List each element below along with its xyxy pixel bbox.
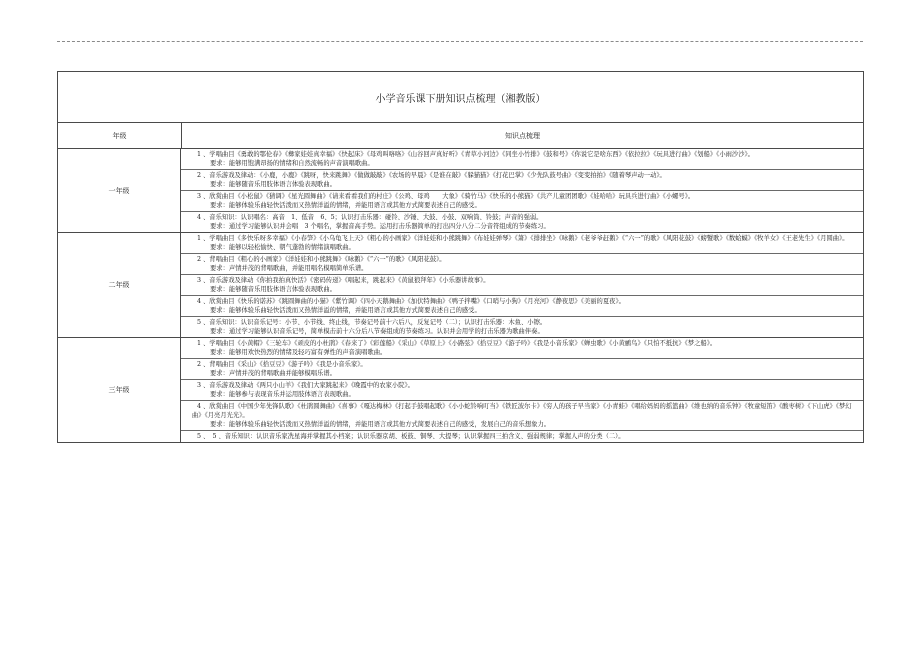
knowledge-item xyxy=(181,233,863,254)
knowledge-item xyxy=(181,170,863,191)
item-requirement: 要求：能够随音乐用肢体语言体验表现歌曲。 xyxy=(210,286,336,293)
item-requirement: 要求：通过学习能够认识并会唱 3 个唱名，掌握音高手势。运用打击乐器简单的打出四分八分二分音符组成的节奏练习。 xyxy=(210,223,550,230)
knowledge-item xyxy=(181,338,863,359)
table-title: 小学音乐课下册知识点梳理（湘教版） xyxy=(58,72,863,123)
knowledge-item xyxy=(181,317,863,337)
knowledge-item xyxy=(181,191,863,212)
grade-items xyxy=(181,233,863,337)
item-requirement: 要求：能够用欢快热烈的情绪及轻巧富有弹性的声音演唱歌曲。 xyxy=(210,349,387,356)
item-requirement: 要求：能够参与表现音乐并运用肢体语言表现歌曲。 xyxy=(210,391,355,398)
item-content: 2 、背唱曲目《采山》《拾豆豆》《游子吟》《我是小音乐家》。 xyxy=(197,361,367,368)
table-header-row xyxy=(58,123,863,149)
knowledge-item xyxy=(181,359,863,380)
knowledge-item xyxy=(181,431,863,442)
knowledge-item xyxy=(181,275,863,296)
item-requirement: 要求：能够用饱满昂扬的情绪和自然流畅的声音演唱歌曲。 xyxy=(210,160,374,167)
knowledge-item xyxy=(181,254,863,275)
grade-row-3 xyxy=(58,338,863,442)
grade-label: 二年级 xyxy=(58,233,181,337)
item-requirement: 要求：声情并茂的背唱歌曲并能够模唱乐谱。 xyxy=(210,370,336,377)
item-content: 2 、背唱曲目《粗心的小画家》《洋娃娃和小熊跳舞》《咏鹅》《“六一”的歌》《风阳花鼓》。 xyxy=(197,256,446,263)
item-content: 5 、音乐知识：认识音乐记号：小节、小节线、终止线，节奏记号前十六后八，反复记号（二）；认识打击乐器：木鱼、小镲。 xyxy=(197,319,547,326)
grade-label: 三年级 xyxy=(58,338,181,442)
item-content: 1 、学唱曲目《小黄帽》《三轮车》《顽皮的小杜鹃》《春来了》《彩莲船》《采山》《草原上》《小路弦》《拾豆豆》《游子吟》《我是小音乐家》《蝉虫歌》《小黄鹂鸟》《只怕不抵抗》《梦之船》。 xyxy=(197,340,717,347)
item-content: 2 、音乐游戏及律动：《小鹿，小鹿》《跳呀，快来跳舞》《做做敲敲》《农场的早晨》《是谁在敲》《躲猫猫》《打花巴掌》《少先队鼓号曲》《变变拍拍》《随着琴声动一动》。 xyxy=(197,172,666,179)
grade-row-2 xyxy=(58,233,863,338)
item-content: 5 、 5 、音乐知识：认识音乐家冼星海并掌握其小档案；认识乐器京胡、板鼓、铜琴、大提琴；认识掌握四三拍含义、强弱规律；掌握人声的分类（二）。 xyxy=(197,433,625,440)
grade-items xyxy=(181,338,863,442)
item-requirement: 要求：能够随音乐用肢体语言体验表现歌曲。 xyxy=(210,181,336,188)
header-knowledge: 知识点梳理 xyxy=(505,131,540,140)
grade-row-1 xyxy=(58,149,863,233)
knowledge-table xyxy=(57,71,864,443)
item-content: 3 、欣赏曲目《小松鼠》《猜调》《星光圆舞曲》《请来看看我们的村庄》《公鸡、母鸡 大象》《骑竹马》《快乐的小熊猫》《共产儿童团团歌》《娃哈哈》玩具兵进行曲》《小螺号》。 xyxy=(197,193,695,200)
knowledge-item xyxy=(181,380,863,401)
item-content: 4 、欣赏曲目《中国少年先锋队歌》《杜鹃圆舞曲》《喜事》《嘎达梅林》《打起手鼓唱起歌》《小小蛇铃响叮当》《铁匠波尔卡》《穷人的孩子早当家》《小青蛙》《唱给妈妈的摇篮曲》《维也纳的音乐钟》《牧童短笛》《酸枣树》《下山虎》《梦幻曲》《月亮月光光》。 xyxy=(192,403,852,419)
item-requirement: 要求：能够体验乐曲轻快活泼而又热情洋溢的情绪，并能用语言或其他方式简要表述自己的感受。 xyxy=(210,307,481,314)
item-requirement: 要求：通过学习能够认识音乐记号，简单模击前十六分后八节奏组成的节奏练习。认识并会用学的打击乐器为歌曲伴奏。 xyxy=(210,328,544,335)
item-content: 4 、欣赏曲目《快乐的诺苏》《跳圆舞曲的小猫》《紫竹调》《四小天鹅舞曲》《加伏特舞曲》《鸭子拌嘴》《口哨与小狗》《月亮河》《静夜思》《美丽的夏夜》。 xyxy=(197,298,625,305)
header-grade: 年级 xyxy=(58,123,182,148)
knowledge-item xyxy=(181,401,863,431)
knowledge-item xyxy=(181,149,863,170)
item-content: 1 、学唱曲目《多快乐呀多幸福》《小春笋》《小乌龟飞上天》《粗心的小画家》《洋娃娃和小熊跳舞》《布娃娃弹琴》《箫》《排排坐》《咏鹅》《老爷爷赶鹅》《“六一”的歌》《风阳花鼓》《螃蟹歌》《数蛤蟆》《牧羊女》《王老先生》《月圆曲》。 xyxy=(197,235,849,242)
item-content: 1 、学唱曲目《勇敢的鄂伦春》《彝家娃娃真幸福》《快起床》《母鸡叫咯咯》《山谷回声真好听》《青草小河边》《同坐小竹排》《鼓和号》《你说它是啥东西》《依拉拉》《玩具进行曲》《划船》《小雨沙沙》。 xyxy=(197,151,754,158)
item-content: 3 、音乐游戏及律动《两只小山羊》《我们大家跳起来》《晚霞中的农家小院》。 xyxy=(197,382,414,389)
item-requirement: 要求：声情并茂的背唱歌曲，并能用唱名模唱简单乐谱。 xyxy=(210,265,368,272)
page-top-rule xyxy=(57,41,863,42)
knowledge-item xyxy=(181,296,863,317)
item-requirement: 要求：能够体验乐曲轻快活泼而又热情洋溢的情绪，并能用语言或其他方式简要表述自己的感受，发展自己的音乐想象力。 xyxy=(210,421,551,428)
item-requirement: 要求：能够体验乐曲轻快活泼而又热情洋溢的情绪，并能用语言或其他方式简要表述自己的感受。 xyxy=(210,202,481,209)
item-requirement: 要求：能够以轻松愉快、朝气蓬勃的情绪演唱歌曲。 xyxy=(210,244,355,251)
item-content: 4 、音乐知识：认识唱名：高音 1、低音 6、5；认识打击乐器：碰铃、沙锤、大鼓、小鼓、双响筒、铃鼓；声音的强弱。 xyxy=(197,214,543,221)
item-content: 3 、音乐游戏及律动《你拍我拍真快活》《密码传递》《唱起来，跳起来》《黄鼠狼拜年》《小乐器讲故事》。 xyxy=(197,277,490,284)
grade-label: 一年级 xyxy=(58,149,181,232)
grade-items xyxy=(181,149,863,232)
knowledge-item xyxy=(181,212,863,232)
